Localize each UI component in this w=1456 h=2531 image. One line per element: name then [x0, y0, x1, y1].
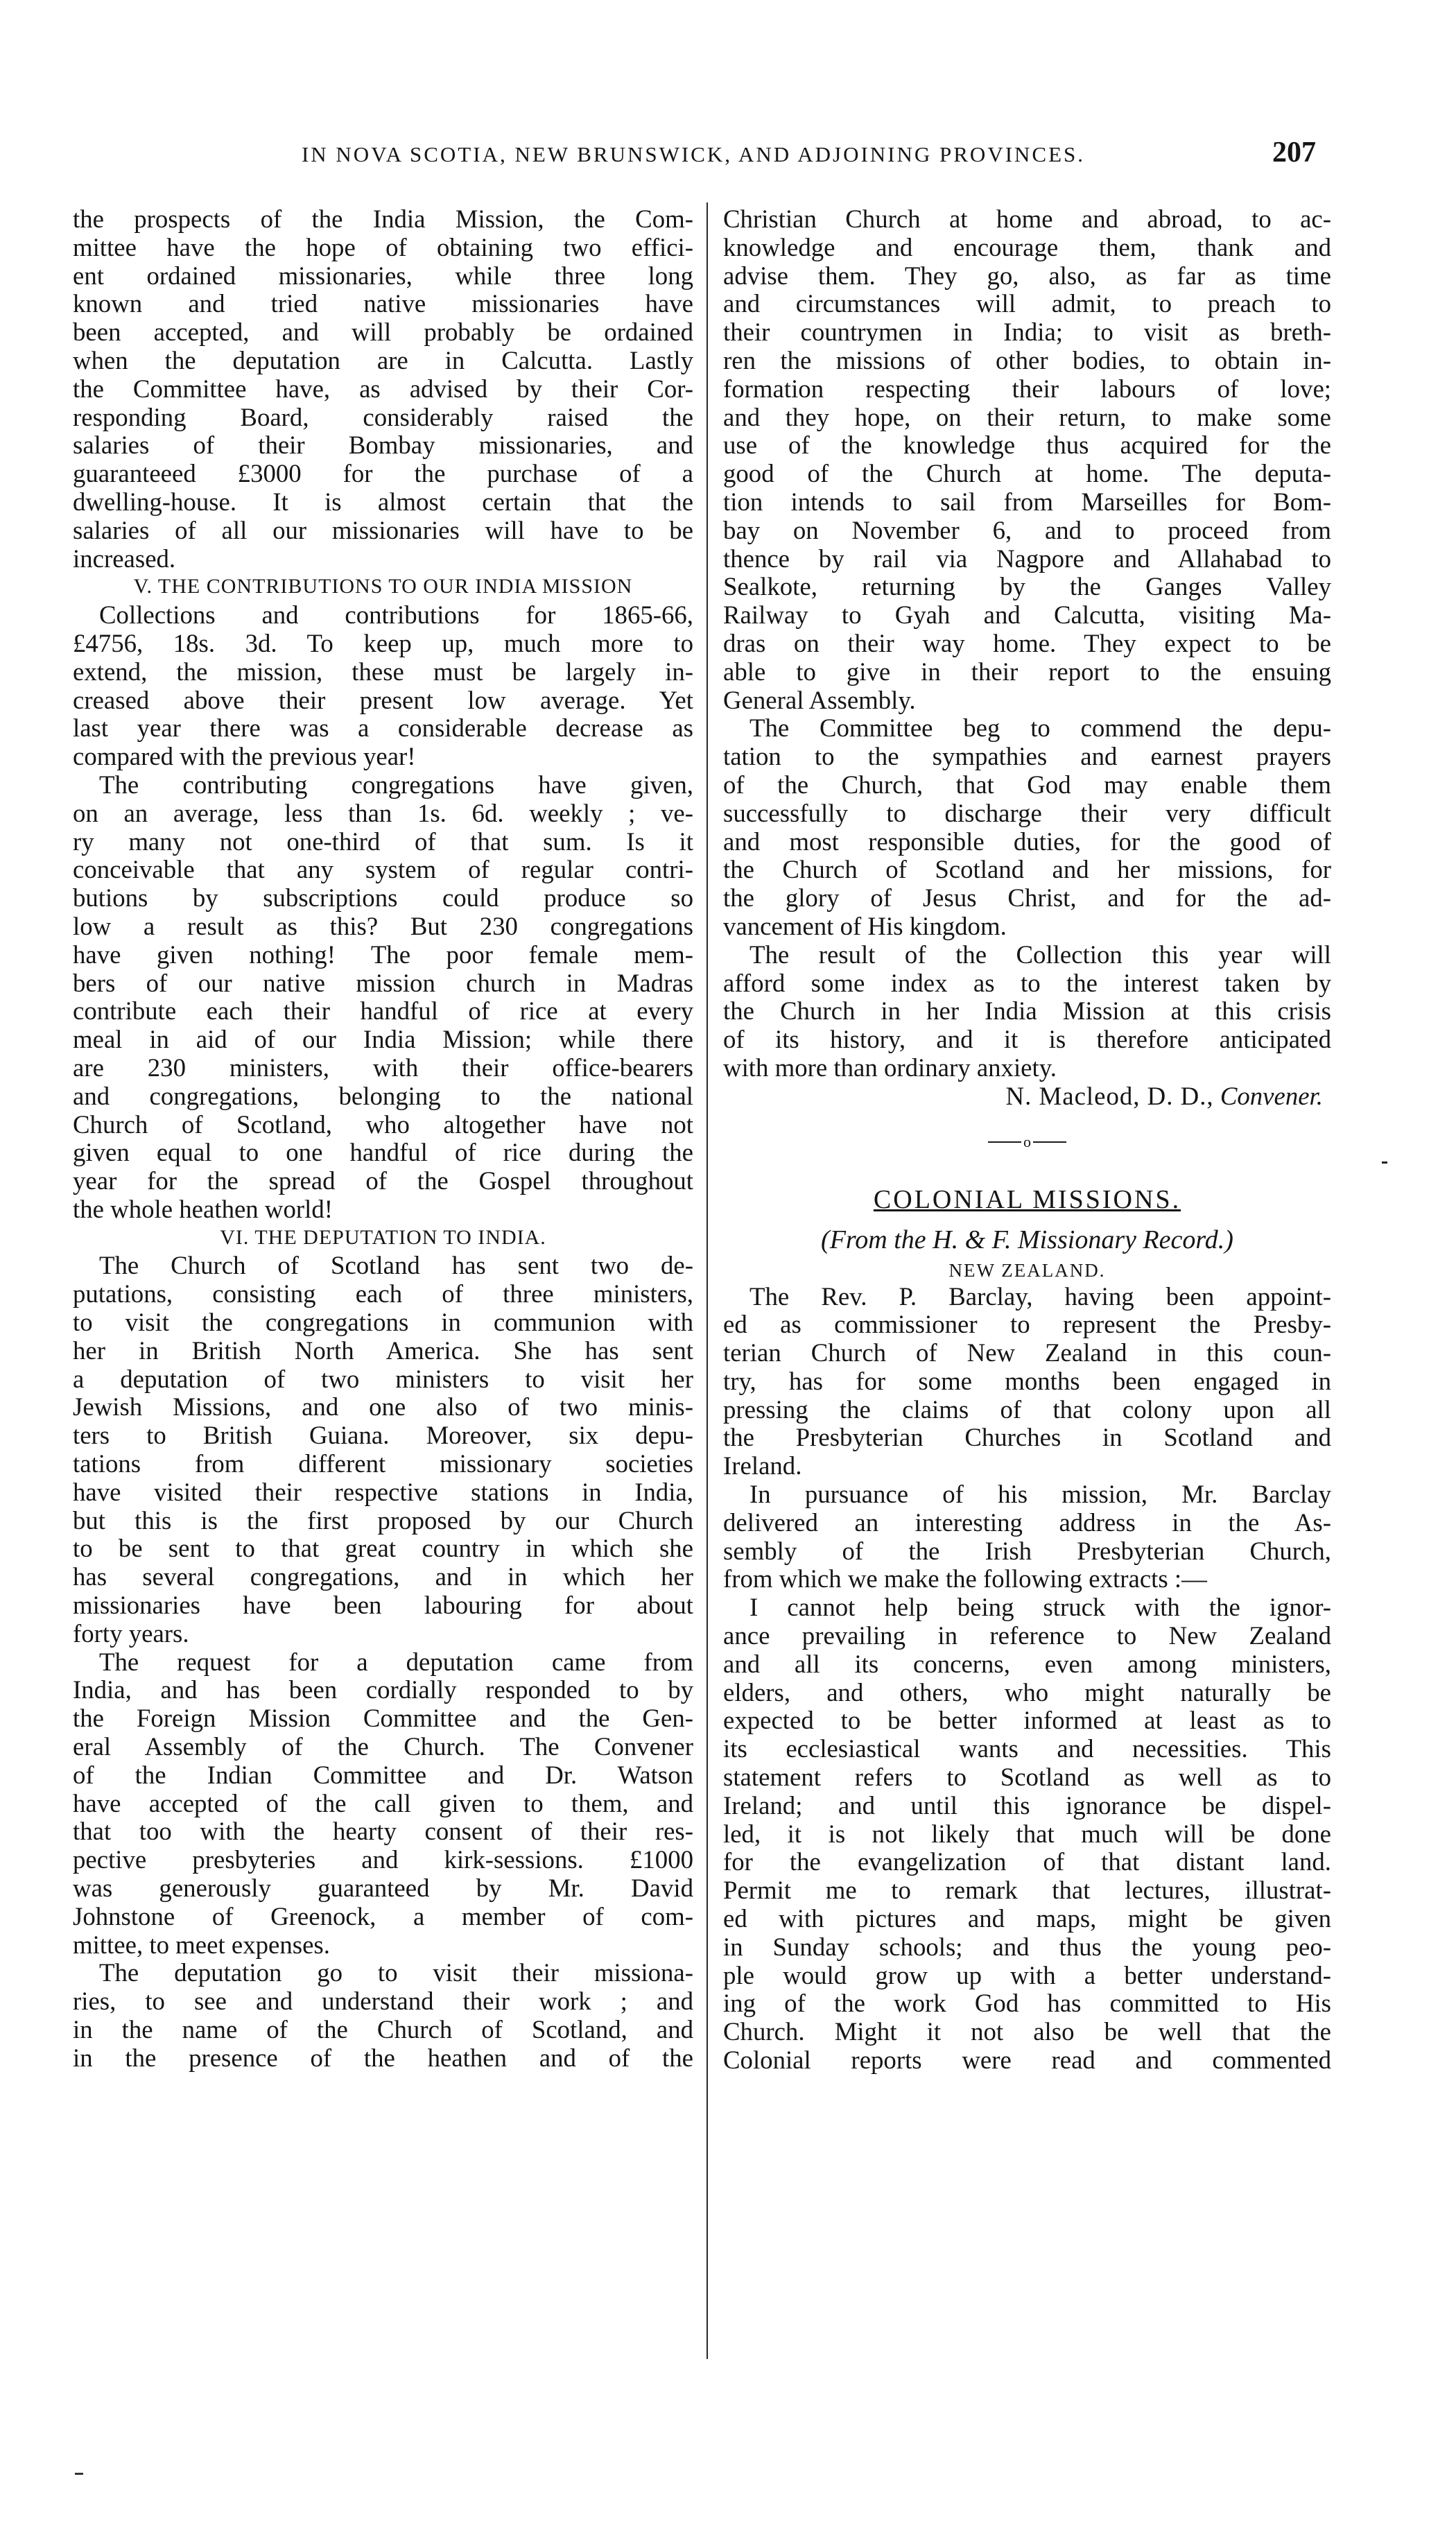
ornament-rule [988, 1141, 1021, 1143]
text-line: have accepted of the call given to them, and [73, 1789, 693, 1817]
text-line: year for the spread of the Gospel throughout [73, 1167, 693, 1195]
text-line: Sealkote, returning by the Ganges Valley [723, 573, 1331, 601]
text-line: salaries of their Bombay missionaries, and [73, 431, 693, 460]
text-line: £4756, 18s. 3d. To keep up, much more to [73, 629, 693, 657]
source-line: (From the H. & F. Missionary Record.) [821, 1225, 1233, 1254]
text-line: in Sunday schools; and thus the young peo- [723, 1933, 1331, 1961]
text-line: formation respecting their labours of love; [723, 374, 1331, 403]
text-line: mittee have the hope of obtaining two effici- [73, 233, 693, 261]
text-line: and all its concerns, even among ministers, [723, 1650, 1331, 1678]
paragraph-deputation-go [73, 1959, 693, 2072]
text-line: their countrymen in India; to visit as breth- [723, 318, 1331, 347]
ornament-mark: o [1023, 1132, 1031, 1150]
text-line: been accepted, and will probably be ordained [73, 318, 693, 347]
paragraph-prospects [73, 205, 693, 573]
text-line: elders, and others, who might naturally be [723, 1678, 1331, 1707]
text-line: tation to the sympathies and earnest prayers [723, 743, 1331, 771]
text-line: ed with pictures and maps, might be given [723, 1905, 1331, 1933]
text-line: Christian Church at home and abroad, to ac- [723, 205, 1331, 233]
text-line: Ireland. [723, 1452, 802, 1480]
text-line: pective presbyteries and kirk-sessions. £1000 [73, 1846, 693, 1874]
text-line: of its history, and it is therefore anticipated [723, 1026, 1331, 1054]
text-line: Church of Scotland, who altogether have not [73, 1110, 693, 1139]
text-line: given equal to one handful of rice during the [73, 1139, 693, 1167]
text-line: ters to British Guiana. Moreover, six depu- [73, 1422, 693, 1450]
text-line: Church. Might it not also be well that the [723, 2018, 1331, 2046]
page-number: 207 [1272, 137, 1316, 169]
text-line: vancement of His kingdom. [723, 912, 1007, 940]
text-line: and congregations, belonging to the national [73, 1082, 693, 1110]
text-line: the whole heathen world! [73, 1195, 333, 1223]
text-line: ple would grow up with a better understand- [723, 1961, 1331, 1989]
foot-mark [75, 2473, 83, 2475]
paragraph-contributing-congregations [73, 771, 693, 1224]
text-line: use of the knowledge thus acquired for the [723, 431, 1331, 460]
text-line: the Committee have, as advised by their Cor- [73, 374, 693, 403]
right-column [723, 205, 1331, 2075]
text-line: of the Church, that God may enable them [723, 770, 1331, 799]
text-line: missionaries have been labouring for about [73, 1591, 693, 1620]
text-line: The deputation go to visit their missiona- [99, 1959, 693, 1987]
signature-name: N. Macleod, D. D., [1005, 1081, 1214, 1110]
text-line: dras on their way home. They expect to be [723, 629, 1331, 657]
signature [723, 1082, 1331, 1111]
text-line: Permit me to remark that lectures, illustrat- [723, 1876, 1331, 1905]
text-line: are 230 ministers, with their office-bearers [73, 1053, 693, 1082]
text-line: from which we make the following extracts :— [723, 1565, 1207, 1593]
text-line: its ecclesiastical wants and necessities. This [723, 1735, 1331, 1763]
text-line: the prospects of the India Mission, the Com- [73, 205, 693, 233]
text-line: bay on November 6, and to proceed from [723, 516, 1331, 544]
paragraph-barclay [723, 1283, 1331, 1481]
text-line: a deputation of two ministers to visit her [73, 1365, 693, 1393]
text-line: expected to be better informed at least as to [723, 1707, 1331, 1735]
text-line: ries, to see and understand their work ; and [73, 1987, 693, 2016]
text-line: ed as commissioner to represent the Presby- [723, 1311, 1331, 1339]
text-line: and they hope, on their return, to make some [723, 403, 1331, 431]
text-line: increased. [73, 544, 176, 573]
section-ornament [723, 1126, 1331, 1168]
column-divider [707, 202, 708, 2359]
text-line: in the name of the Church of Scotland, and [73, 2016, 693, 2044]
margin-mark [1382, 1161, 1387, 1164]
text-line: led, it is not likely that much will be done [723, 1820, 1331, 1848]
section-heading-deputation: VI. THE DEPUTATION TO INDIA. [220, 1225, 546, 1249]
text-line: ing of the work God has committed to His [723, 1989, 1331, 2018]
text-line: with more than ordinary anxiety. [723, 1053, 1057, 1082]
text-line: last year there was a considerable decrease as [73, 714, 693, 743]
text-line: dwelling-house. It is almost certain that the [73, 487, 693, 516]
text-line: afford some index as to the interest taken by [723, 969, 1331, 997]
text-line: mittee, to meet expenses. [73, 1930, 330, 1959]
text-line: The result of the Collection this year will [749, 940, 1331, 969]
text-line: putations, consisting each of three ministers, [73, 1280, 693, 1308]
signature-role: Convener. [1220, 1081, 1323, 1110]
text-line: when the deputation are in Calcutta. Lastly [73, 346, 693, 374]
paragraph-request [73, 1648, 693, 1960]
text-line: butions by subscriptions could produce so [73, 884, 693, 913]
text-line: tion intends to sail from Marseilles for Bom- [723, 487, 1331, 516]
text-line: on an average, less than 1s. 6d. weekly ; ve- [73, 799, 693, 827]
text-line: conceivable that any system of regular contri- [73, 856, 693, 884]
text-line: The request for a deputation came from [99, 1648, 693, 1676]
text-line: The Committee beg to commend the depu- [749, 714, 1331, 743]
text-line: Railway to Gyah and Calcutta, visiting Ma- [723, 601, 1331, 630]
text-line: contribute each their handful of rice at every [73, 997, 693, 1026]
text-line: the Church of Scotland and her missions, for [723, 856, 1331, 884]
paragraph-pursuance [723, 1480, 1331, 1593]
text-line: known and tried native missionaries have [73, 290, 693, 318]
text-line: forty years. [73, 1619, 189, 1648]
left-column [73, 205, 693, 2073]
paragraph-committee-commend [723, 714, 1331, 940]
text-line: extend, the mission, these must be largely in- [73, 657, 693, 686]
text-line: The Church of Scotland has sent two de- [99, 1252, 693, 1280]
text-line: and most responsible duties, for the good of [723, 827, 1331, 856]
text-line: the glory of Jesus Christ, and for the ad- [723, 884, 1331, 913]
text-line: Jewish Missions, and one also of two minis- [73, 1393, 693, 1422]
text-line: thence by rail via Nagpore and Allahabad to [723, 544, 1331, 573]
text-line: in the presence of the heathen and of the [73, 2044, 693, 2072]
text-line: The contributing congregations have given, [99, 770, 693, 799]
text-line: of the Indian Committee and Dr. Watson [73, 1761, 693, 1789]
text-line: the Presbyterian Churches in Scotland and [723, 1424, 1331, 1452]
text-line: low a result as this? But 230 congregations [73, 912, 693, 940]
text-line: tations from different missionary societies [73, 1450, 693, 1478]
text-line: ance prevailing in reference to New Zealand [723, 1622, 1331, 1650]
text-line: to visit the congregations in communion with [73, 1308, 693, 1337]
text-line: General Assembly. [723, 686, 916, 714]
text-line: ren the missions of other bodies, to obtain in- [723, 346, 1331, 374]
text-line: meal in aid of our India Mission; while there [73, 1026, 693, 1054]
text-line: her in British North America. She has sent [73, 1336, 693, 1365]
text-line: I cannot help being struck with the ignor- [749, 1593, 1331, 1622]
text-line: advise them. They go, also, as far as time [723, 261, 1331, 290]
text-line: but this is the first proposed by our Church [73, 1506, 693, 1535]
text-line: the Foreign Mission Committee and the Gen- [73, 1704, 693, 1733]
text-line: Collections and contributions for 1865-66, [99, 601, 693, 630]
text-line: for the evangelization of that distant land. [723, 1848, 1331, 1876]
text-line: responding Board, considerably raised the [73, 403, 693, 431]
text-line: ry many not one-third of that sum. Is it [73, 827, 693, 856]
text-line: ent ordained missionaries, while three long [73, 261, 693, 290]
text-line: Ireland; and until this ignorance be dispel- [723, 1791, 1331, 1820]
text-line: Colonial reports were read and commented [723, 2046, 1331, 2075]
section-title-colonial-missions: COLONIAL MISSIONS. [873, 1184, 1181, 1214]
text-line: good of the Church at home. The deputa- [723, 460, 1331, 488]
text-line: and circumstances will admit, to preach to [723, 290, 1331, 318]
text-line: successfully to discharge their very difficult [723, 799, 1331, 827]
text-line: the Church in her India Mission at this crisis [723, 997, 1331, 1026]
text-line: knowledge and encourage them, thank and [723, 233, 1331, 261]
text-line: statement refers to Scotland as well as to [723, 1763, 1331, 1792]
section-heading-contributions: V. THE CONTRIBUTIONS TO OUR INDIA MISSION [133, 575, 633, 598]
running-head: IN NOVA SCOTIA, NEW BRUNSWICK, AND ADJOINING PROVINCES. [301, 142, 1086, 166]
text-line: have visited their respective stations in India, [73, 1478, 693, 1506]
text-line: has several congregations, and in which her [73, 1563, 693, 1591]
paragraph-christian-church [723, 205, 1331, 714]
text-line: compared with the previous year! [73, 743, 416, 771]
text-line: delivered an interesting address in the As- [723, 1508, 1331, 1537]
text-line: Johnstone of Greenock, a member of com- [73, 1902, 693, 1930]
text-line: to be sent to that great country in which she [73, 1535, 693, 1563]
text-line: terian Church of New Zealand in this coun- [723, 1339, 1331, 1367]
text-line: sembly of the Irish Presbyterian Church, [723, 1537, 1331, 1565]
text-line: In pursuance of his mission, Mr. Barclay [749, 1480, 1331, 1509]
text-line: India, and has been cordially responded to by [73, 1676, 693, 1704]
text-line: was generously guaranteed by Mr. David [73, 1874, 693, 1903]
text-line: salaries of all our missionaries will have to be [73, 516, 693, 544]
text-line: The Rev. P. Barclay, having been appoint- [749, 1282, 1331, 1311]
paragraph-two-deputations [73, 1252, 693, 1648]
text-line: creased above their present low average. Yet [73, 686, 693, 714]
ornament-rule [1033, 1141, 1066, 1143]
text-line: bers of our native mission church in Madras [73, 969, 693, 997]
subheading-new-zealand: NEW ZEALAND. [948, 1259, 1106, 1281]
text-line: guaranteeed £3000 for the purchase of a [73, 460, 693, 488]
paragraph-extract [723, 1593, 1331, 2075]
text-line: eral Assembly of the Church. The Convener [73, 1733, 693, 1761]
text-line: pressing the claims of that colony upon all [723, 1395, 1331, 1424]
text-line: try, has for some months been engaged in [723, 1367, 1331, 1395]
text-line: that too with the hearty consent of their res- [73, 1817, 693, 1846]
text-line: able to give in their report to the ensuing [723, 657, 1331, 686]
paragraph-collections [73, 601, 693, 771]
text-line: have given nothing! The poor female mem- [73, 940, 693, 969]
paragraph-collection-result [723, 941, 1331, 1082]
